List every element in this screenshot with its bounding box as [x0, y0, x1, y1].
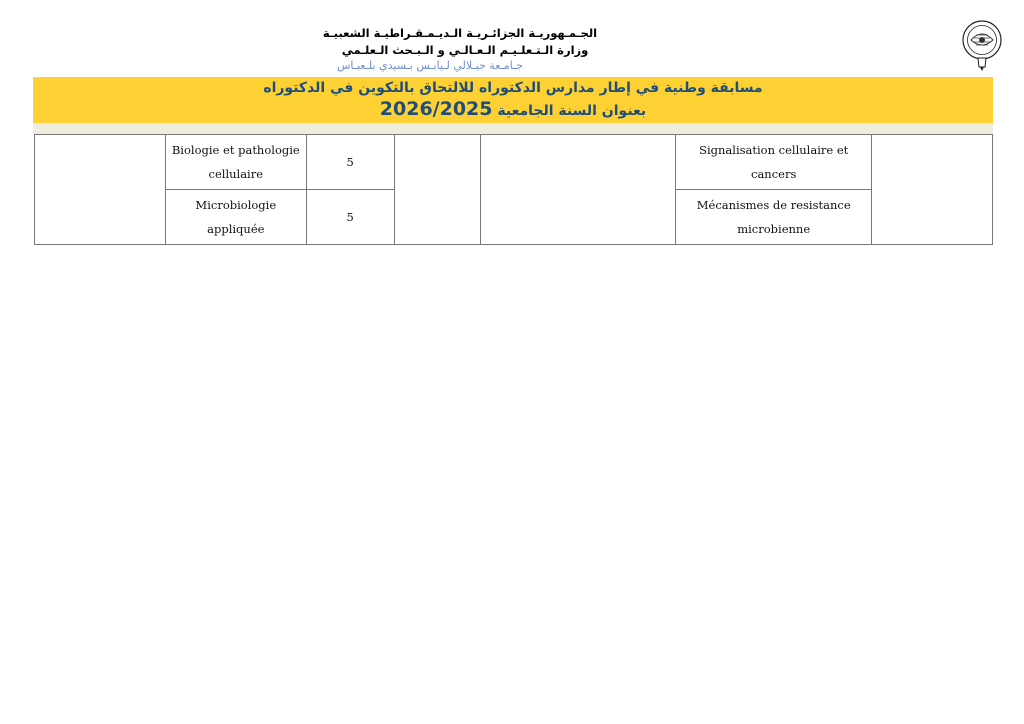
empty-cell — [35, 135, 166, 245]
empty-cell — [872, 135, 993, 245]
places-cell: 5 — [306, 190, 394, 245]
ministry-name: وزارة الـتـعلـيـم الـعـالـي و الـبـحث الـعلـمي — [341, 43, 589, 57]
university-name: جـامـعة جيـلالي لـيابـس بـسيدي بلـعبـاس — [336, 59, 523, 72]
places-cell: 5 — [306, 135, 394, 190]
banner-title: مسابقة وطنية في إطار مدارس الدكتوراه للالتحاق بالتكوين في الدكتوراه — [263, 80, 763, 96]
specialty-cell: Microbiologie appliquée — [165, 190, 306, 245]
topic-cell: Mécanismes de resistance microbienne — [676, 190, 872, 245]
banner-subtitle — [33, 98, 993, 120]
header-band — [33, 123, 993, 134]
topic-cell: Signalisation cellulaire et cancers — [676, 135, 872, 190]
table-row — [35, 135, 993, 190]
empty-cell — [394, 135, 480, 245]
academic-year: 2026/2025 — [379, 98, 493, 120]
republic-name: الجـمـهوريـة الجزائـريـة الـديـمـقـراطيـة الشعبيـة — [322, 26, 598, 40]
header-ar — [280, 26, 640, 72]
specialty-cell: Biologie et pathologie cellulaire — [165, 135, 306, 190]
doctorate-table — [34, 134, 993, 245]
banner-subtitle-prefix: بعنوان السنة الجامعية — [497, 103, 647, 119]
empty-cell — [480, 135, 676, 245]
competition-banner — [33, 77, 993, 123]
university-seal-icon — [961, 20, 1003, 72]
